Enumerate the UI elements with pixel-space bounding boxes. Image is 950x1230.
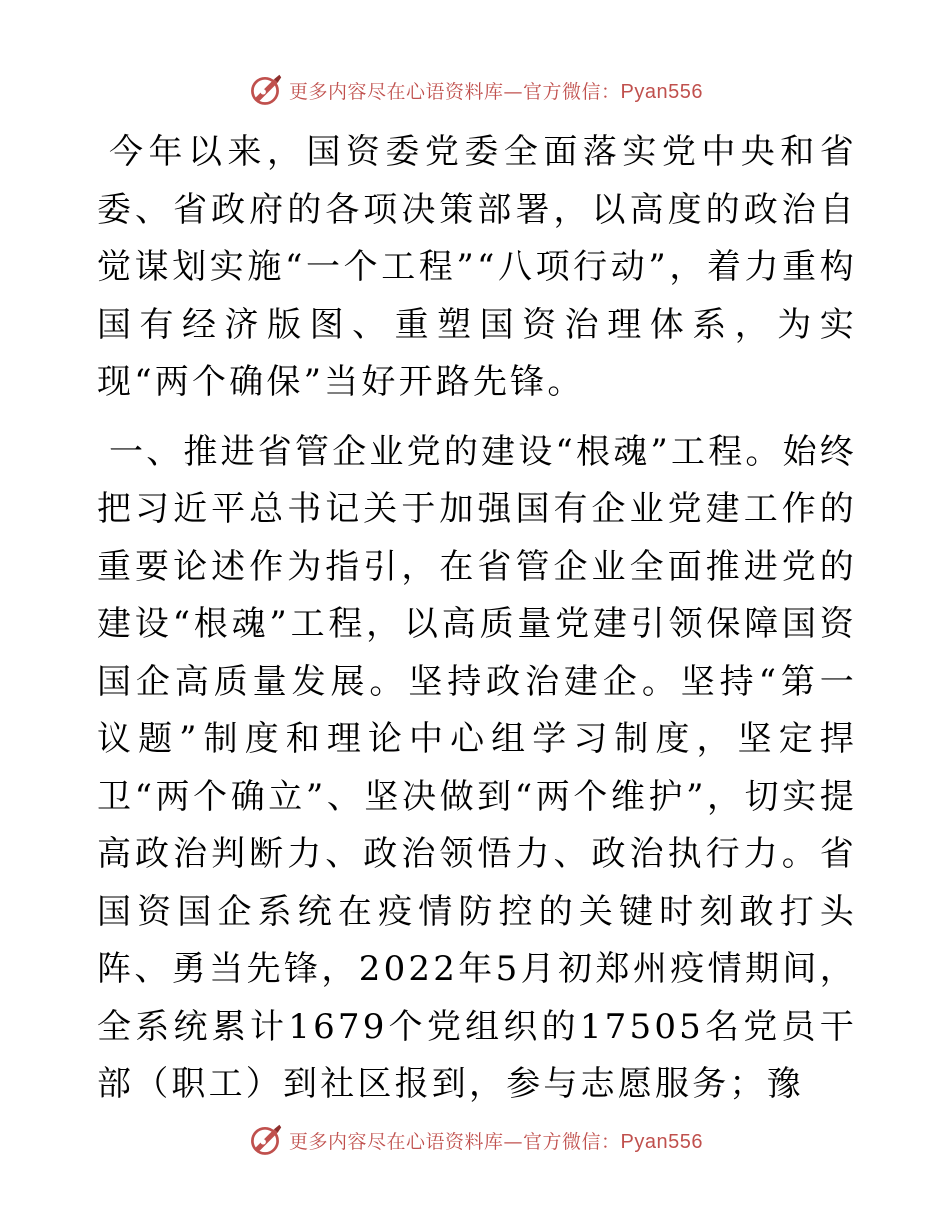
footer-watermark (0, 1120, 950, 1160)
header-watermark (0, 70, 950, 110)
document-body (97, 124, 857, 1114)
paragraph-intro: 今年以来，国资委党委全面落实党中央和省委、省政府的各项决策部署，以高度的政治自觉谋划实施“一个工程”“八项行动”，着力重构国有经济版图、重塑国资治理体系，为实现“两个确保”当好开路先锋。 (97, 132, 857, 402)
watermark-text: 更多内容尽在心语资料库—官方微信：Pyan556 (289, 80, 703, 103)
watermark-text: 更多内容尽在心语资料库—官方微信：Pyan556 (289, 1130, 703, 1153)
paragraph-section-one: 一、推进省管企业党的建设“根魂”工程。始终把习近平总书记关于加强国有企业党建工作的重要论述作为指引，在省管企业全面推进党的建设“根魂”工程，以高质量党建引领保障国资国企高质量发展。坚持政治建企。坚持“第一议题”制度和理论中心组学习制度，坚定捍卫“两个确立”、坚决做到“两个维护”，切实提高政治判断力、政治领悟力、政治执行力。省国资国企系统在疫情防控的关键时刻敢打头阵、勇当先锋，2022年5月初郑州疫情期间，全系统累计1679个党组织的17505名党员干部（职工）到社区报到，参与志愿服务；豫 (97, 431, 857, 1104)
pen-circle-logo-icon (247, 1122, 283, 1158)
pen-circle-logo-icon (247, 72, 283, 108)
